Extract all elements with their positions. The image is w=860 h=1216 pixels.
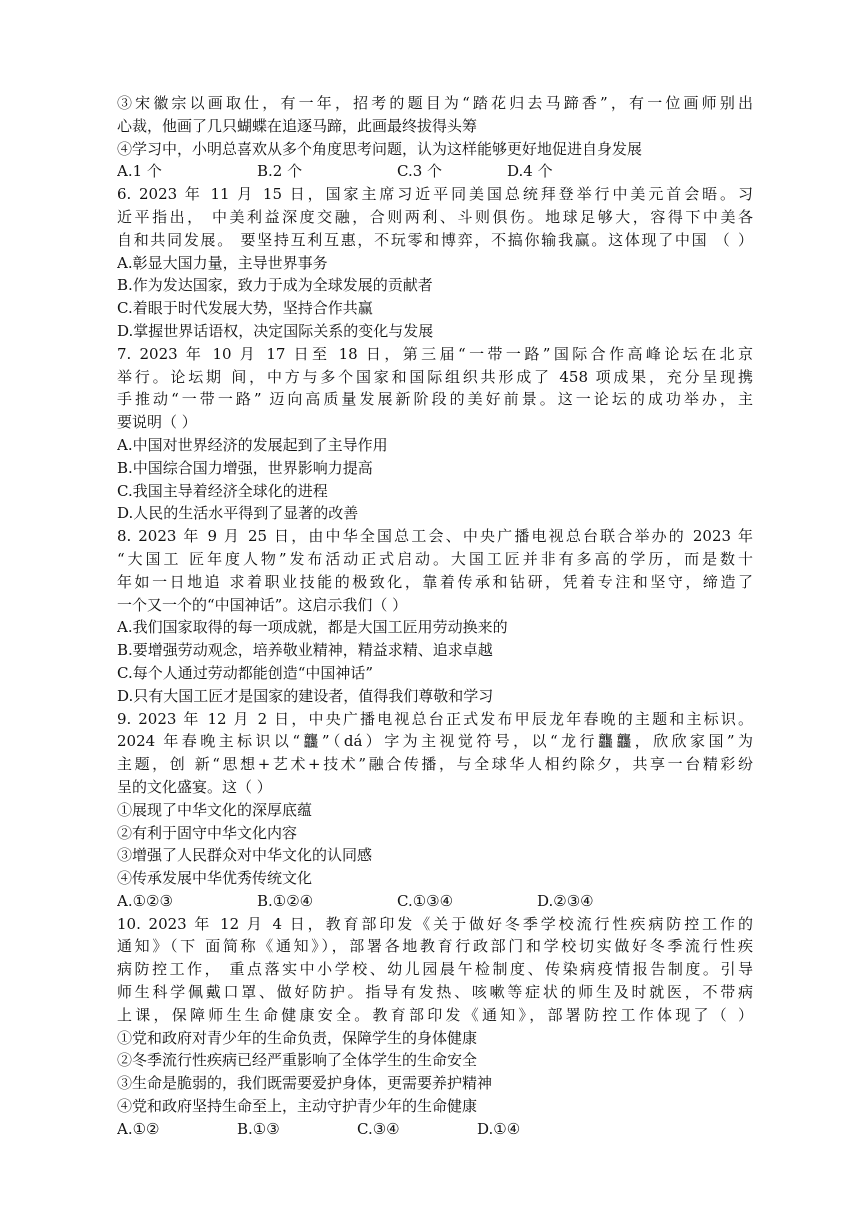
q6-option-a[interactable]: A.彰显大国力量，主导世界事务	[117, 253, 328, 272]
exam-content	[117, 92, 753, 1141]
q8-stem-line: 一个又一个的“中国神话”。这启示我们（ ）	[117, 595, 408, 614]
q7-option-d[interactable]: D.人民的生活水平得到了显著的改善	[117, 504, 359, 523]
q7-stem-line: 7. 2023 年 10 月 17 日至 18 日，第三届“一带一路”国际合作高峰论坛在北京	[117, 344, 753, 363]
q5-option-b[interactable]: B.2 个	[257, 162, 303, 181]
q10-option-a[interactable]: A.①②	[117, 1119, 160, 1138]
q5-option-d[interactable]: D.4 个	[507, 162, 553, 181]
q10-stem-line: 病防控工作， 重点落实中小学校、幼儿园晨午检制度、传染病疫情报告制度。引导	[117, 960, 753, 979]
q10-option-b[interactable]: B.①③	[237, 1119, 280, 1138]
q8-option-b[interactable]: B.要增强劳动观念，培养敬业精神，精益求精、追求卓越	[117, 641, 493, 660]
q9-statement: ④传承发展中华优秀传统文化	[117, 869, 313, 888]
q6-stem-line: 自和共同发展。 要坚持互利互惠，不玩零和博弈，不搞你输我赢。这体现了中国 （ ）	[117, 230, 753, 249]
question-6	[117, 183, 753, 343]
q9-stem-line: 2024 年春晚主标识以“龘”（dá）字为主视觉符号，以“龙行龘龘，欣欣家国”为	[117, 732, 753, 751]
q6-stem-line: 6. 2023 年 11 月 15 日，国家主席习近平同美国总统拜登举行中美元首会晤。习	[117, 185, 753, 204]
q7-stem-line: 手推动“一带一路” 迈向高质量发展新阶段的美好前景。这一论坛的成功举办，主	[117, 390, 753, 409]
q10-stem-line: 通知》（下 面简称《通知》），部署各地教育行政部门和学校切实做好冬季流行性疾	[117, 937, 753, 956]
q8-stem-line: 8. 2023 年 9 月 25 日，由中华全国总工会、中央广播电视总台联合举办的 2023 年	[117, 527, 753, 546]
q8-option-a[interactable]: A.我们国家取得的每一项成就，都是大国工匠用劳动换来的	[117, 618, 508, 637]
question-10	[117, 913, 753, 1141]
question-7	[117, 343, 753, 525]
q7-option-a[interactable]: A.中国对世界经济的发展起到了主导作用	[117, 435, 388, 454]
q8-option-c[interactable]: C.每个人通过劳动都能创造“中国神话”	[117, 663, 374, 682]
q9-option-b[interactable]: B.①②④	[257, 891, 314, 910]
q10-stem-line: 师生科学佩戴口罩、做好防护。指导有发热、咳嗽等症状的师生及时就医，不带病	[117, 983, 753, 1002]
q10-options	[117, 1118, 753, 1141]
q5-options	[117, 160, 753, 183]
q9-option-d[interactable]: D.②③④	[537, 891, 594, 910]
q5-option-a[interactable]: A.1 个	[117, 162, 162, 181]
q9-option-a[interactable]: A.①②③	[117, 891, 173, 910]
q10-option-c[interactable]: C.③④	[357, 1119, 400, 1138]
q6-stem-line: 近平指出， 中美利益深度交融，合则两利、斗则俱伤。地球足够大，容得下中美各	[117, 207, 753, 226]
q8-stem-line: 年如一日地追 求着职业技能的极致化，靠着传承和钻研，凭着专注和坚守，缔造了	[117, 572, 753, 591]
q9-stem-line: 主题，创 新“思想+艺术+技术”融合传播，与全球华人相约除夕，共享一台精彩纷	[117, 755, 753, 774]
q9-stem-line: 呈的文化盛宴。这（ ）	[117, 777, 272, 796]
q6-option-b[interactable]: B.作为发达国家，致力于成为全球发展的贡献者	[117, 276, 433, 295]
question-5	[117, 92, 753, 183]
q10-statement: ③生命是脆弱的，我们既需要爱护身体，更需要养护精神	[117, 1074, 493, 1093]
q5-line: 心裁，他画了几只蝴蝶在追逐马蹄，此画最终拔得头筹	[117, 116, 478, 135]
q7-stem-line: 要说明（ ）	[117, 413, 197, 432]
q10-statement: ②冬季流行性疾病已经严重影响了全体学生的生命安全	[117, 1051, 478, 1070]
q7-option-b[interactable]: B.中国综合国力增强，世界影响力提高	[117, 458, 373, 477]
q7-stem-line: 举行。论坛期 间，中方与多个国家和国际组织共形成了 458 项成果，充分呈现携	[117, 367, 753, 386]
question-9	[117, 708, 753, 913]
q9-statement: ①展现了中华文化的深厚底蕴	[117, 800, 313, 819]
q5-line: ④学习中，小明总喜欢从多个角度思考问题，认为这样能够更好地促进自身发展	[117, 139, 643, 158]
q10-statement: ①党和政府对青少年的生命负责，保障学生的身体健康	[117, 1028, 478, 1047]
q7-option-c[interactable]: C.我国主导着经济全球化的进程	[117, 481, 328, 500]
q6-option-c[interactable]: C.着眼于时代发展大势，坚持合作共赢	[117, 299, 373, 318]
q5-line: ③宋徽宗以画取仕，有一年，招考的题目为“踏花归去马蹄香”，有一位画师别出	[117, 94, 753, 112]
q9-option-c[interactable]: C.①③④	[397, 891, 454, 910]
q9-statement: ②有利于固守中华文化内容	[117, 823, 298, 842]
q8-stem-line: “大国工 匠年度人物”发布活动正式启动。大国工匠并非有多高的学历，而是数十	[117, 549, 753, 568]
q10-stem-line: 10. 2023 年 12 月 4 日，教育部印发《关于做好冬季学校流行性疾病防控工作的	[117, 914, 753, 933]
q8-option-d[interactable]: D.只有大国工匠才是国家的建设者，值得我们尊敬和学习	[117, 686, 494, 705]
q6-option-d[interactable]: D.掌握世界话语权，决定国际关系的变化与发展	[117, 321, 434, 340]
q10-stem-line: 上课，保障师生生命健康安全。教育部印发《通知》，部署防控工作体现了（ ）	[117, 1005, 753, 1024]
q10-option-d[interactable]: D.①④	[477, 1119, 521, 1138]
q5-option-c[interactable]: C.3 个	[397, 162, 443, 181]
q9-stem-line: 9. 2023 年 12 月 2 日，中央广播电视总台正式发布甲辰龙年春晚的主题和主标识。	[117, 709, 753, 728]
q10-statement: ④党和政府坚持生命至上，主动守护青少年的生命健康	[117, 1097, 478, 1116]
question-8	[117, 525, 753, 707]
q9-options	[117, 890, 753, 913]
q9-statement: ③增强了人民群众对中华文化的认同感	[117, 846, 373, 865]
